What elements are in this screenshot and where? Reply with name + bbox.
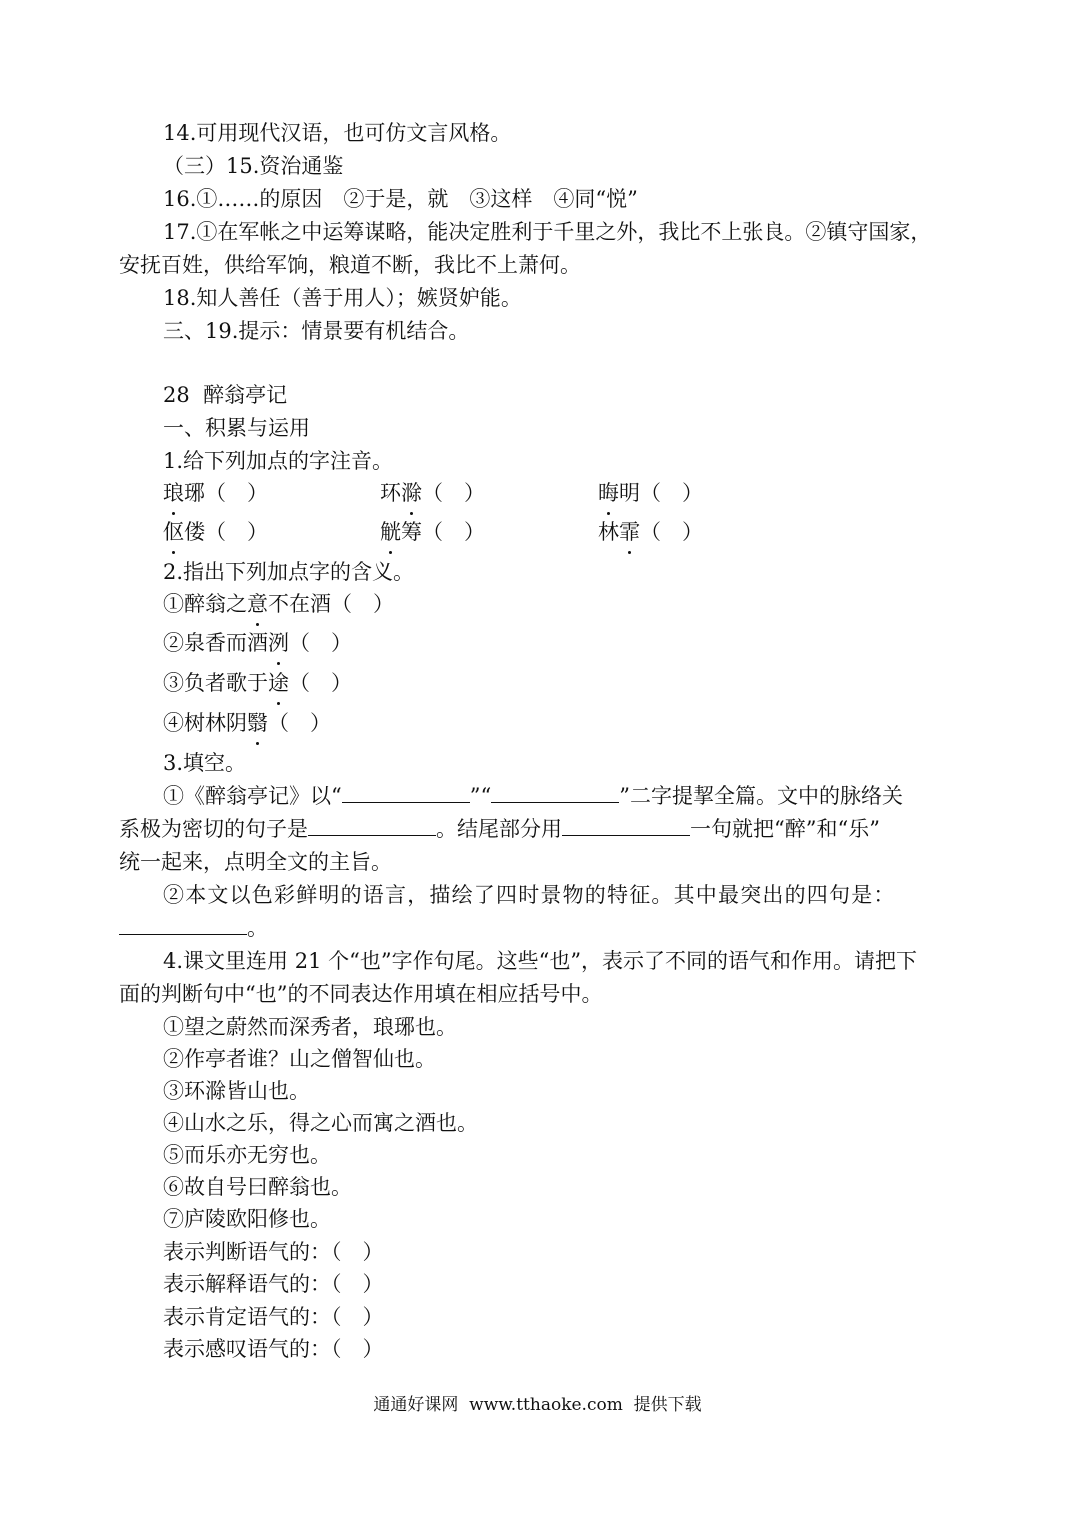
sentence-item: ②作亭者谁？山之僧智仙也。 bbox=[163, 1047, 436, 1071]
answer-line: 表示感叹语气的：（ ） bbox=[163, 1337, 384, 1361]
lesson-title: 28 醉翁亭记 bbox=[163, 383, 288, 407]
sentence-item: ⑥故自号曰醉翁也。 bbox=[163, 1175, 352, 1199]
sentence-item: ④山水之乐，得之心而寓之酒也。 bbox=[163, 1111, 478, 1135]
meaning-item: ②泉香而酒洌（ ） bbox=[163, 628, 352, 658]
answer-blank[interactable] bbox=[342, 782, 470, 803]
pinyin-item: 觥筹（ ） bbox=[380, 517, 485, 547]
pinyin-item: 伛偻（ ） bbox=[163, 517, 268, 547]
dotted-char: 觥 bbox=[380, 517, 401, 547]
question-3-prompt: 3.填空。 bbox=[163, 751, 247, 775]
dotted-char: 霏 bbox=[619, 517, 640, 547]
answer-blank[interactable] bbox=[308, 815, 436, 836]
fill-line-1: ①《醉翁亭记》以“ ”“ ”二字提挈全篇。文中的脉络关 bbox=[163, 784, 903, 808]
answer-line: 表示判断语气的：（ ） bbox=[163, 1240, 384, 1264]
answer-18: 18.知人善任（善于用人）；嫉贤妒能。 bbox=[163, 286, 522, 310]
answer-15: （三）15.资治通鉴 bbox=[163, 154, 344, 178]
fill-line-4: ②本文以色彩鲜明的语言，描绘了四时景物的特征。其中最突出的四句是： bbox=[163, 883, 896, 907]
pinyin-item: 琅琊（ ） bbox=[163, 478, 268, 508]
fill-line-3: 统一起来，点明全文的主旨。 bbox=[119, 850, 392, 874]
dotted-char: 晦 bbox=[598, 478, 619, 508]
sentence-item: ③环滁皆山也。 bbox=[163, 1079, 310, 1103]
sentence-item: ①望之蔚然而深秀者，琅琊也。 bbox=[163, 1015, 457, 1039]
section-heading: 一、积累与运用 bbox=[163, 416, 310, 440]
question-4-line1: 4.课文里连用 21 个“也”字作句尾。这些“也”，表示了不同的语气和作用。请把下 bbox=[163, 949, 918, 973]
pinyin-item: 环滁（ ） bbox=[380, 478, 485, 508]
page-footer: 通通好课网 www.tthaoke.com 提供下载 bbox=[373, 1395, 702, 1415]
dotted-char: 洌 bbox=[268, 628, 289, 658]
answer-17-line2: 安抚百姓，供给军饷，粮道不断，我比不上萧何。 bbox=[119, 253, 581, 277]
answer-19: 三、19.提示：情景要有机结合。 bbox=[163, 319, 470, 343]
answer-blank[interactable] bbox=[119, 914, 247, 935]
dotted-char: 伛 bbox=[163, 517, 184, 547]
answer-blank[interactable] bbox=[562, 815, 690, 836]
answer-14: 14.可用现代汉语，也可仿文言风格。 bbox=[163, 121, 512, 145]
question-2-prompt: 2.指出下列加点字的含义。 bbox=[163, 560, 415, 584]
meaning-item: ③负者歌于途（ ） bbox=[163, 668, 352, 698]
answer-line: 表示解释语气的：（ ） bbox=[163, 1272, 384, 1296]
dotted-char: 琅 bbox=[163, 478, 184, 508]
answer-17-line1: 17.①在军帐之中运筹谋略，能决定胜利于千里之外，我比不上张良。②镇守国家， bbox=[163, 220, 932, 244]
dotted-char: 滁 bbox=[401, 478, 422, 508]
pinyin-item: 林霏（ ） bbox=[598, 517, 703, 547]
meaning-item: ①醉翁之意不在酒（ ） bbox=[163, 589, 394, 619]
dotted-char: 意 bbox=[247, 589, 268, 619]
dotted-char: 翳 bbox=[247, 708, 268, 738]
meaning-item: ④树林阴翳（ ） bbox=[163, 708, 331, 738]
answer-16: 16.①……的原因 ②于是，就 ③这样 ④同“悦” bbox=[163, 187, 638, 211]
sentence-item: ⑦庐陵欧阳修也。 bbox=[163, 1207, 331, 1231]
dotted-char: 途 bbox=[268, 668, 289, 698]
fill-line-2: 系极为密切的句子是 。结尾部分用 一句就把“醉”和“乐” bbox=[119, 817, 880, 841]
fill-line-5: 。 bbox=[119, 913, 268, 943]
sentence-item: ⑤而乐亦无穷也。 bbox=[163, 1143, 331, 1167]
answer-blank[interactable] bbox=[491, 782, 619, 803]
question-1-prompt: 1.给下列加点的字注音。 bbox=[163, 449, 394, 473]
answer-line: 表示肯定语气的：（ ） bbox=[163, 1305, 384, 1329]
pinyin-item: 晦明（ ） bbox=[598, 478, 703, 508]
question-4-line2: 面的判断句中“也”的不同表达作用填在相应括号中。 bbox=[119, 982, 603, 1006]
